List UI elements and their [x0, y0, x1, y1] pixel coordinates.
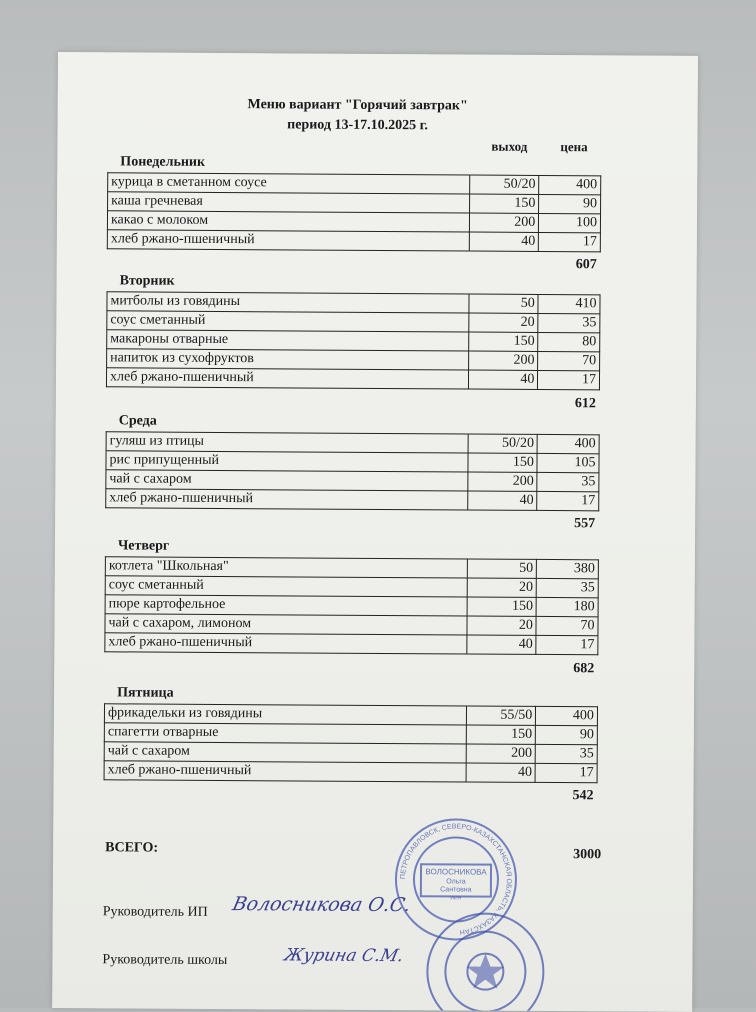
dish-name: каша гречневая — [108, 192, 470, 213]
menu-row — [107, 349, 600, 371]
dish-price: 400 — [536, 706, 598, 725]
dish-price: 17 — [539, 232, 601, 251]
day-menu-table — [107, 172, 601, 252]
dish-name: гуляш из птицы — [106, 432, 468, 453]
dish-portion: 150 — [468, 332, 538, 351]
stamp-ring-text: ПЕТРОПАВЛОВСК, СЕВЕРО-КАЗАХСТАНСКАЯ ОБЛАСТЬ, КАЗАХСТАН — [399, 823, 513, 936]
dish-price: 80 — [538, 332, 600, 351]
day-menu-table — [104, 703, 598, 783]
grand-total-label: ВСЕГО: — [105, 840, 159, 856]
dish-price: 380 — [537, 559, 599, 578]
dish-name: какао с молоком — [107, 211, 469, 232]
dish-name: котлета "Школьная" — [105, 557, 467, 578]
dish-price: 100 — [539, 213, 601, 232]
dish-portion: 200 — [469, 213, 539, 232]
column-header-price: цена — [560, 139, 588, 155]
dish-price: 410 — [538, 294, 600, 313]
director-ip-label: Руководитель ИП — [102, 904, 208, 920]
menu-row — [106, 368, 599, 390]
menu-row — [106, 470, 599, 492]
menu-row — [108, 173, 601, 195]
school-stamp — [420, 906, 551, 1011]
dish-name: хлеб ржано-пшеничный — [106, 489, 468, 510]
menu-row — [107, 211, 600, 233]
menu-row — [108, 192, 601, 214]
menu-row — [105, 576, 598, 598]
dish-portion: 40 — [466, 763, 536, 782]
dish-price: 180 — [536, 597, 598, 616]
dish-price: 105 — [537, 453, 599, 472]
day-total: 542 — [572, 788, 594, 804]
dish-portion: 200 — [468, 351, 538, 370]
dish-portion: 40 — [468, 370, 538, 389]
dish-portion: 50 — [467, 559, 537, 578]
grand-total-value: 3000 — [573, 847, 602, 863]
stamp-line-4: ИИН — [450, 895, 462, 902]
dish-portion: 40 — [467, 491, 537, 510]
day-heading: Среда — [118, 413, 157, 429]
column-header-out: выход — [491, 138, 528, 154]
dish-name: курица в сметанном соусе — [108, 173, 470, 194]
dish-portion: 55/50 — [466, 706, 536, 725]
day-menu-table — [104, 556, 599, 655]
dish-price: 90 — [539, 194, 601, 213]
day-total: 682 — [573, 661, 595, 677]
dish-portion: 200 — [468, 472, 538, 491]
dish-price: 70 — [536, 616, 598, 635]
dish-price: 17 — [537, 491, 599, 510]
dish-price: 17 — [535, 763, 597, 782]
dish-name: фрикадельки из говядины — [104, 704, 466, 725]
dish-portion: 40 — [467, 635, 537, 654]
dish-portion: 20 — [467, 578, 537, 597]
dish-name: чай с сахаром, лимоном — [105, 614, 467, 635]
menu-row — [106, 451, 599, 473]
dish-name: чай с сахаром — [104, 742, 466, 763]
menu-row — [107, 311, 600, 333]
dish-price: 35 — [538, 313, 600, 332]
menu-row — [107, 230, 600, 252]
dish-portion: 50/20 — [468, 434, 538, 453]
day-menu-table — [105, 431, 599, 511]
dish-portion: 50 — [469, 294, 539, 313]
menu-row — [105, 614, 598, 636]
menu-row — [104, 742, 597, 764]
dish-name: соус сметанный — [105, 576, 467, 597]
dish-name: спагетти отварные — [104, 723, 466, 744]
menu-row — [107, 292, 600, 314]
dish-name: пюре картофельное — [105, 595, 467, 616]
dish-price: 400 — [537, 434, 599, 453]
dish-price: 400 — [539, 175, 601, 194]
dish-name: хлеб ржано-пшеничный — [104, 761, 466, 782]
day-total: 557 — [574, 516, 596, 532]
dish-price: 90 — [536, 725, 598, 744]
director-ip-signature: Волосникова О.С. — [230, 893, 413, 917]
menu-row — [105, 633, 598, 655]
dish-name: напиток из сухофруктов — [107, 349, 469, 370]
dish-portion: 150 — [469, 194, 539, 213]
day-heading: Четверг — [117, 538, 170, 554]
dish-price: 35 — [537, 578, 599, 597]
dish-portion: 40 — [469, 232, 539, 251]
menu-sheet — [52, 52, 698, 1012]
menu-row — [104, 723, 597, 745]
day-heading: Вторник — [119, 273, 175, 289]
menu-row — [106, 489, 599, 511]
document-title: Меню вариант "Горячий завтрак" — [247, 97, 468, 114]
dish-price: 35 — [537, 472, 599, 491]
dish-portion: 150 — [468, 453, 538, 472]
menu-row — [106, 432, 599, 454]
day-heading: Пятница — [117, 685, 174, 701]
menu-row — [105, 557, 598, 579]
document-period: период 13-17.10.2025 г. — [287, 117, 428, 134]
dish-name: рис припущенный — [106, 451, 468, 472]
day-heading: Понедельник — [120, 154, 206, 170]
stamp-line-3: Сантовна — [440, 886, 472, 894]
day-total: 607 — [575, 257, 597, 273]
menu-row — [105, 595, 598, 617]
dish-portion: 50/20 — [469, 175, 539, 194]
dish-name: чай с сахаром — [106, 470, 468, 491]
dish-portion: 150 — [467, 597, 537, 616]
dish-price: 35 — [536, 744, 598, 763]
dish-portion: 20 — [467, 616, 537, 635]
dish-name: митболы из говядины — [107, 292, 469, 313]
dish-name: хлеб ржано-пшеничный — [106, 368, 468, 389]
dish-name: хлеб ржано-пшеничный — [105, 633, 467, 654]
dish-portion: 200 — [466, 744, 536, 763]
dish-name: макароны отварные — [107, 330, 469, 351]
school-director-signature: Журина С.М. — [282, 945, 406, 967]
dish-price: 70 — [538, 351, 600, 370]
school-director-label: Руководитель школы — [102, 952, 228, 969]
dish-name: соус сметанный — [107, 311, 469, 332]
dish-price: 17 — [538, 370, 600, 389]
dish-name: хлеб ржано-пшеничный — [107, 230, 469, 251]
dish-price: 17 — [536, 635, 598, 654]
menu-row — [104, 704, 597, 726]
stamp-line-2: Ольга — [446, 878, 466, 886]
menu-row — [104, 761, 597, 783]
stamp-line-1: ВОЛОСНИКОВА — [425, 867, 487, 877]
menu-row — [107, 330, 600, 352]
dish-portion: 150 — [466, 725, 536, 744]
day-total: 612 — [574, 396, 596, 412]
day-menu-table — [106, 291, 601, 390]
dish-portion: 20 — [469, 313, 539, 332]
